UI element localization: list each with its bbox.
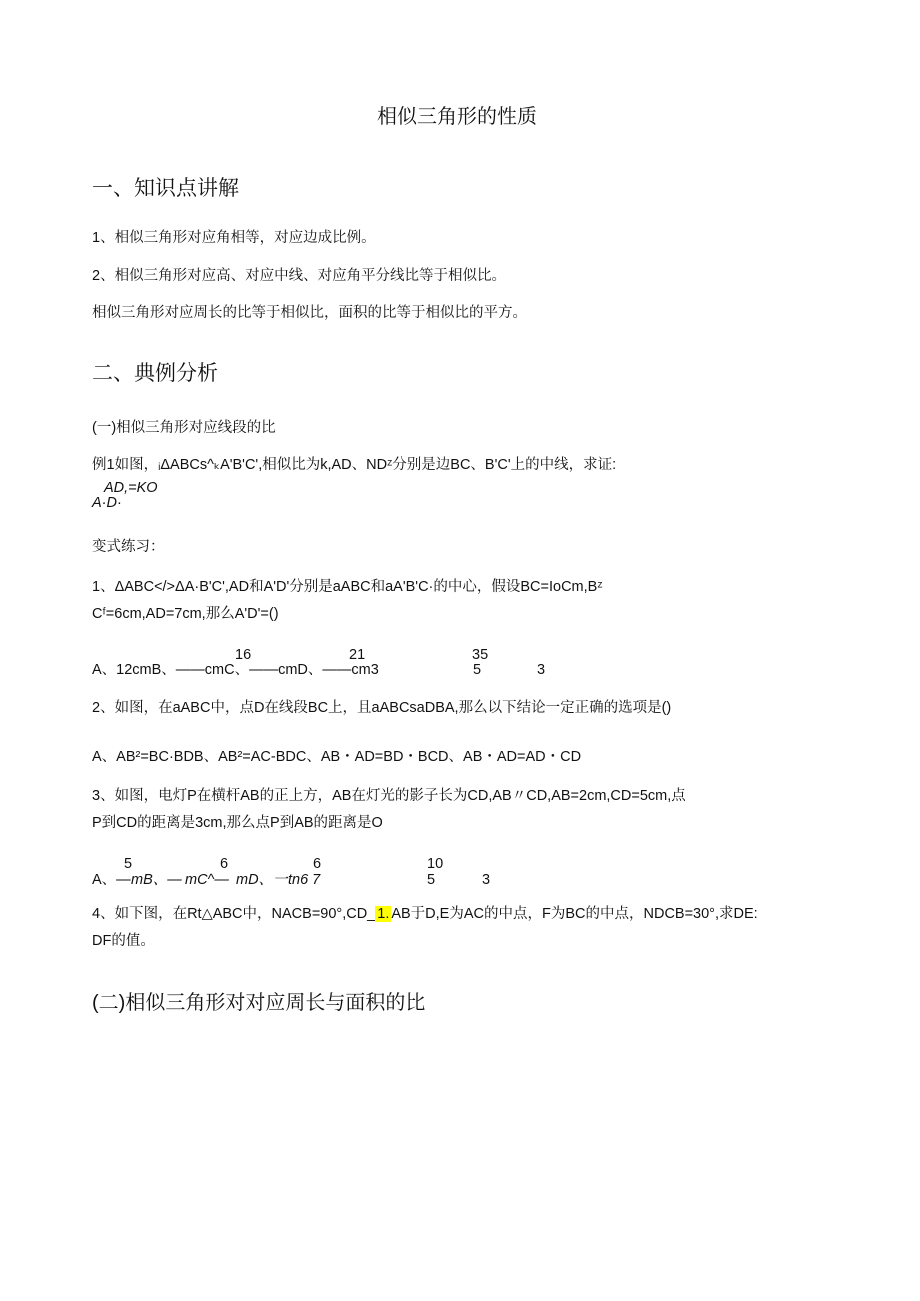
question-3-line-1: 3、如图，电灯P在横杆AB的正上方，AB在灯光的影子长为CD,AB〃CD,AB=2cm,CD=5cm,点 — [92, 788, 686, 804]
knowledge-point-1: 1、相似三角形对应角相等，对应边成比例。 — [92, 230, 376, 246]
question-3-options-d: mD、一 — [236, 872, 288, 888]
question-3-numerator-b: 6 — [220, 856, 229, 872]
question-1-numerator-d: 35 — [472, 647, 489, 663]
example-1-text: 例1如图，ᵢΔABCs^ₖA'B'C',相似比为k,AD、NDᶻ分别是边BC、B'C'上的中线，求证: — [92, 457, 617, 473]
question-3-denominator-1: 5 — [427, 872, 436, 888]
example-1-fraction-denominator: A·D· — [92, 495, 122, 511]
question-1-numerator-b: 16 — [235, 647, 252, 663]
knowledge-point-3: 相似三角形对应周长的比等于相似比，面积的比等于相似比的平方。 — [92, 305, 527, 321]
question-3-line-2: P到CD的距离是3cm,那么点P到AB的距离是O — [92, 815, 383, 831]
question-4-line-2: DF的值。 — [92, 933, 155, 949]
question-3-options-b: mB、— — [131, 872, 182, 888]
section-heading-knowledge: 一、知识点讲解 — [92, 177, 239, 200]
question-1-denominator-1: 5 — [473, 662, 482, 678]
subsection-heading-segments: (一)相似三角形对应线段的比 — [92, 420, 276, 436]
question-4-text-pre: 4、如下图，在Rt△ABC中，NACB=90°,CD_ — [92, 906, 376, 922]
subsection-heading-perimeter-area: (二)相似三角形对对应周长与面积的比 — [92, 992, 426, 1014]
question-3-options-a: A、— — [92, 872, 131, 888]
question-1-denominator-2: 3 — [537, 662, 546, 678]
knowledge-point-2: 2、相似三角形对应高、对应中线、对应角平分线比等于相似比。 — [92, 268, 507, 284]
example-1-fraction-numerator: AD,=KO — [104, 480, 158, 496]
question-1-numerator-c: 21 — [349, 647, 366, 663]
question-4-highlight: 1. — [377, 906, 390, 922]
question-1-options: A、12cmB、——cmC、——cmD、——cm3 — [92, 662, 379, 678]
question-1-line-2: Cᶠ=6cm,AD=7cm,那么A'D'=() — [92, 606, 279, 622]
question-3-denominator-2: 3 — [482, 872, 491, 888]
question-3-options-c: mC^— — [185, 872, 229, 888]
question-3-numerator-c: 6 — [313, 856, 322, 872]
question-4-line-1 — [92, 907, 758, 922]
question-2-text: 2、如图，在aABC中，点D在线段BC上，且aABCsaDBA,那么以下结论一定正确的选项是() — [92, 700, 672, 716]
question-1-line-1: 1、ΔABC</>ΔA·B'C',AD和A'D'分别是aABC和aA'B'C·的中心，假设BC=IoCm,Bᶻ — [92, 579, 603, 595]
question-3-numerator-d: 10 — [427, 856, 444, 872]
question-4-text-post: AB于D,E为AC的中点，F为BC的中点，NDCB=30°,求DE: — [391, 906, 758, 922]
question-2-options: A、AB²=BC·BDB、AB²=AC-BDC、AB・AD=BD・BCD、AB・AD=AD・CD — [92, 749, 582, 765]
question-3-numerator-a: 5 — [124, 856, 133, 872]
variants-heading: 变式练习： — [92, 539, 165, 555]
page-title: 相似三角形的性质 — [377, 106, 537, 128]
section-heading-examples: 二、典例分析 — [92, 362, 218, 385]
question-3-options-e: tn6 7 — [288, 872, 321, 888]
